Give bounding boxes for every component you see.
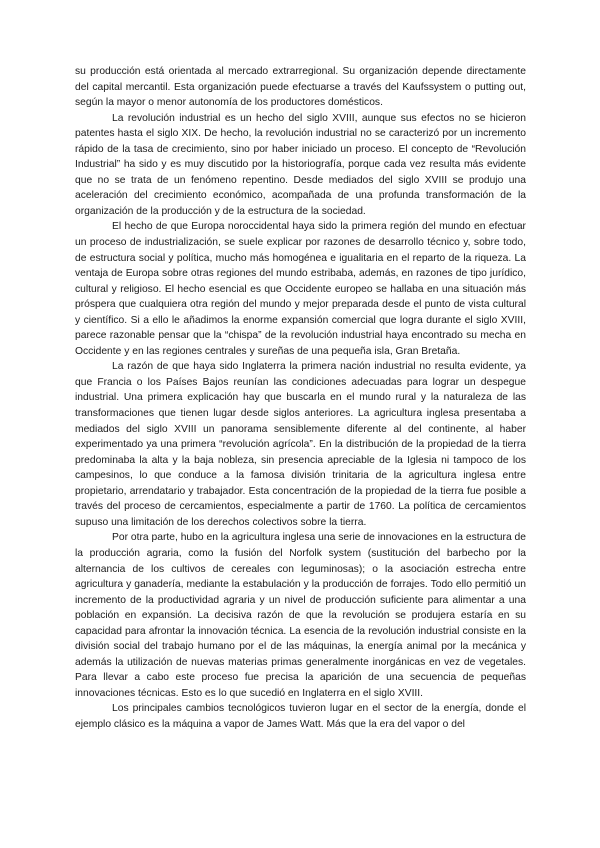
paragraph-continuation: su producción está orientada al mercado extrarregional. Su organización depende directamente del capital mercantil. Esta organización puede efectuarse a través del Kaufssystem o putting out, según la mayor o menor autonomía de los productores domésticos. (75, 66, 526, 109)
paragraph-technological-changes: Los principales cambios tecnológicos tuvieron lugar en el sector de la energía, donde el ejemplo clásico es la máquina a vapor de James Watt. Más que la era del vapor o del (75, 703, 526, 730)
paragraph-england-first: La razón de que haya sido Inglaterra la primera nación industrial no resulta evidente, ya que Francia o los Países Bajos reunían las condiciones adecuadas para lograr un despegue industrial. Una primera explicación hay que buscarla en el mundo rural y la naturaleza de las transformaciones que tienen lugar desde siglos anteriores. La agricultura inglesa presentaba a mediados del siglo XVIII un panorama sensiblemente diferente al del continente, al haber experimentado ya una primera “revolución agrícola”. En la distribución de la propiedad de la tierra predominaba la alta y la baja nobleza, sin presencia apreciable de la Iglesia ni tampoco de los campesinos, lo que conduce a la famosa división trinitaria de la agricultura inglesa entre propietario, arrendatario y trabajador. Esta concentración de la propiedad de la tierra fue posible a través del proceso de cercamientos, especialmente a partir de 1760. La política de cercamientos supuso una limitación de los derechos colectivos sobre la tierra. (75, 361, 526, 528)
document-page (75, 64, 526, 733)
paragraph-industrial-revolution: La revolución industrial es un hecho del siglo XVIII, aunque sus efectos no se hicieron patentes hasta el siglo XIX. De hecho, la revolución industrial no se caracterizó por un incremento rápido de la tasa de crecimiento, sino por haber iniciado un proceso. El concepto de “Revolución Industrial” ha sido y es muy discutido por la historiografía, porque cada vez resulta más evidente que no se trata de un fenómeno repentino. Desde mediados del siglo XVIII se produjo una aceleración del crecimiento económico, acompañada de una profunda transformación de la organización de la producción y de la estructura de la sociedad. (75, 112, 526, 217)
paragraph-agricultural-innovations: Por otra parte, hubo en la agricultura inglesa una serie de innovaciones en la estructura de la producción agraria, como la fusión del Norfolk system (sustitución del barbecho por la alternancia de los cultivos de cereales con leguminosas); o la asociación estrecha entre agricultura y ganadería, mediante la estabulación y la producción de forrajes. Todo ello permitió un incremento de la productividad agraria y un nivel de producción suficiente para alimentar a una población en expansión. La decisiva razón de que la revolución se produjera estaría en su capacidad para afrontar la innovación técnica. La esencia de la revolución industrial consiste en la división social del trabajo humano por el de las máquinas, la energía animal por la mecánica y además la utilización de nuevas materias primas generalmente inorgánicas en vez de vegetales. Para llevar a cabo este proceso fue precisa la aparición de una secuencia de pequeñas innovaciones técnicas. Esto es lo que sucedió en Inglaterra en el siglo XVIII. (75, 532, 526, 699)
paragraph-northwest-europe: El hecho de que Europa noroccidental haya sido la primera región del mundo en efectuar un proceso de industrialización, se suele explicar por razones de desarrollo técnico y, sobre todo, de estructura social y política, mucho más homogénea e igualitaria en el reparto de la riqueza. La ventaja de Europa sobre otras regiones del mundo estribaba, además, en razones de tipo jurídico, cultural y religioso. El hecho esencial es que Occidente europeo se hallaba en una situación más próspera que cualquiera otra región del mundo y mejor preparada desde el punto de vista cultural y científico. Si a ello le añadimos la enorme expansión comercial que logra durante el siglo XVIII, parece razonable pensar que la “chispa” de la revolución industrial haya encontrado su mecha en Occidente y en las regiones centrales y sureñas de una pequeña isla, Gran Bretaña. (75, 221, 526, 357)
